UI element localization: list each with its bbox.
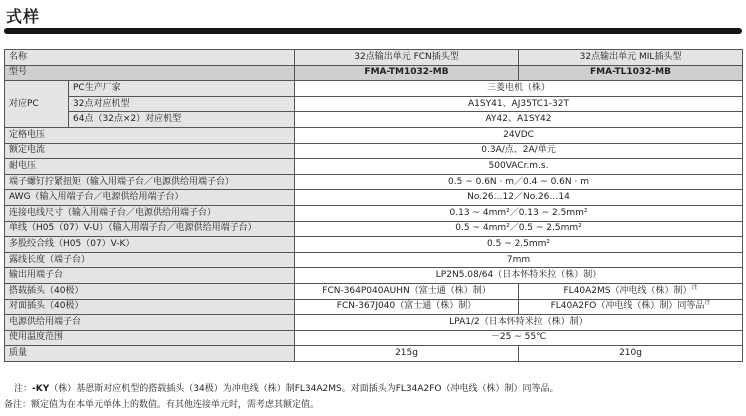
name-header: 名称 bbox=[5, 50, 295, 66]
power-terminal-value: LPA1/2（日本怀特米拉（株）制） bbox=[295, 315, 743, 331]
table-row bbox=[5, 159, 743, 175]
table-row bbox=[5, 315, 743, 331]
fcn-header: 32点输出单元 FCN插头型 bbox=[295, 50, 519, 66]
table-row bbox=[5, 96, 743, 112]
row-label: AWG（输入用端子台／电源供给用端子台） bbox=[5, 190, 295, 206]
model-mil: FMA-TL1032-MB bbox=[519, 65, 743, 81]
row-value: AY42、A1SY42 bbox=[295, 112, 743, 128]
table-row bbox=[5, 112, 743, 128]
mil-header: 32点输出单元 MIL插头型 bbox=[519, 50, 743, 66]
table-row bbox=[5, 81, 743, 97]
row-label: 输出用端子台 bbox=[5, 268, 295, 284]
table-row bbox=[5, 143, 743, 159]
plug-mil-note: 注 bbox=[691, 283, 698, 291]
row-value: 0.13 ~ 4mm²／0.13 ~ 2.5mm² bbox=[295, 205, 743, 221]
row-value: 0.5 ~ 0.6N · m／0.4 ~ 0.6N · m bbox=[295, 174, 743, 190]
socket-mil: FL40A2FO（冲电线（株）制）同等品 bbox=[550, 301, 705, 312]
plug-fcn: FCN-364P040AUHN（富士通（株）制） bbox=[295, 283, 519, 299]
row-label: 露线长度（端子台） bbox=[5, 252, 295, 268]
row-label: 端子螺钉拧紧扭矩（输入用端子台／电源供给用端子台） bbox=[5, 174, 295, 190]
row-value: 0.5 ~ 2.5mm² bbox=[295, 237, 743, 253]
row-value: 三菱电机（株） bbox=[295, 81, 743, 97]
table-row bbox=[5, 299, 743, 315]
table-row bbox=[5, 190, 743, 206]
row-label: PC生产厂家 bbox=[69, 81, 295, 97]
power-terminal-label: 电源供给用端子台 bbox=[5, 315, 295, 331]
temp-value: －25 ~ 55℃ bbox=[295, 330, 743, 346]
plug-mil-cell bbox=[519, 283, 743, 299]
row-label: 额定电流 bbox=[5, 143, 295, 159]
row-label: 单线（H05（07）V-U）（输入用端子台／电源供给用端子台） bbox=[5, 221, 295, 237]
row-value: LP2N5.08/64（日本怀特米拉（株）制） bbox=[295, 268, 743, 284]
row-value: 0.5 ~ 4mm²／0.5 ~ 2.5mm² bbox=[295, 221, 743, 237]
row-label: 定格电压 bbox=[5, 127, 295, 143]
table-row bbox=[5, 221, 743, 237]
remark: 备注：额定值为在本单元单体上的数值。有其他连接单元时，需考虑其额定值。 bbox=[4, 400, 320, 410]
table-row bbox=[5, 205, 743, 221]
row-value: 500VACr.m.s. bbox=[295, 159, 743, 175]
mass-fcn: 215g bbox=[295, 346, 519, 362]
row-label: 多股绞合线（H05（07）V-K） bbox=[5, 237, 295, 253]
table-row bbox=[5, 268, 743, 284]
row-label: 耐电压 bbox=[5, 159, 295, 175]
page-title: 式样 bbox=[6, 7, 41, 26]
socket-fcn: FCN-367J040（富士通（株）制） bbox=[295, 299, 519, 315]
mass-label: 质量 bbox=[5, 346, 295, 362]
model-label: 型号 bbox=[5, 65, 295, 81]
row-value: A1SY41、AJ35TC1-32T bbox=[295, 96, 743, 112]
footnote bbox=[14, 381, 559, 394]
row-value: 7mm bbox=[295, 252, 743, 268]
temp-label: 使用温度范围 bbox=[5, 330, 295, 346]
table-row bbox=[5, 283, 743, 299]
row-value: No.26…12／No.26…14 bbox=[295, 190, 743, 206]
footnote-prefix: 注： bbox=[14, 384, 33, 394]
spec-table bbox=[4, 49, 743, 362]
row-label: 32点对应机型 bbox=[69, 96, 295, 112]
footnote-model: -KY bbox=[32, 384, 50, 394]
row-value: 0.3A/点、2A/单元 bbox=[295, 143, 743, 159]
pc-group-label: 对应PC bbox=[5, 81, 69, 128]
socket-mil-cell bbox=[519, 299, 743, 315]
plug-mil: FL40A2MS（冲电线（株）制） bbox=[563, 285, 692, 296]
table-row bbox=[5, 50, 743, 66]
table-row bbox=[5, 252, 743, 268]
footnote-text: （株）基恩斯对应机型的搭载插头（34极）为冲电线（株）制FL34A2MS。对面插头为FL34A2FO（冲电线（株）制）同等品。 bbox=[49, 384, 559, 394]
table-row bbox=[5, 65, 743, 81]
table-row bbox=[5, 174, 743, 190]
table-row bbox=[5, 330, 743, 346]
title-rule bbox=[4, 28, 742, 34]
plug-label: 搭载插头（40极） bbox=[5, 283, 295, 299]
table-row bbox=[5, 127, 743, 143]
socket-label: 对面插头（40极） bbox=[5, 299, 295, 315]
socket-mil-note: 注 bbox=[704, 299, 711, 307]
mass-mil: 210g bbox=[519, 346, 743, 362]
row-label: 64点（32点×2）对应机型 bbox=[69, 112, 295, 128]
row-value: 24VDC bbox=[295, 127, 743, 143]
model-fcn: FMA-TM1032-MB bbox=[295, 65, 519, 81]
table-row bbox=[5, 237, 743, 253]
row-label: 连接电线尺寸（输入用端子台／电源供给用端子台） bbox=[5, 205, 295, 221]
table-row bbox=[5, 346, 743, 362]
